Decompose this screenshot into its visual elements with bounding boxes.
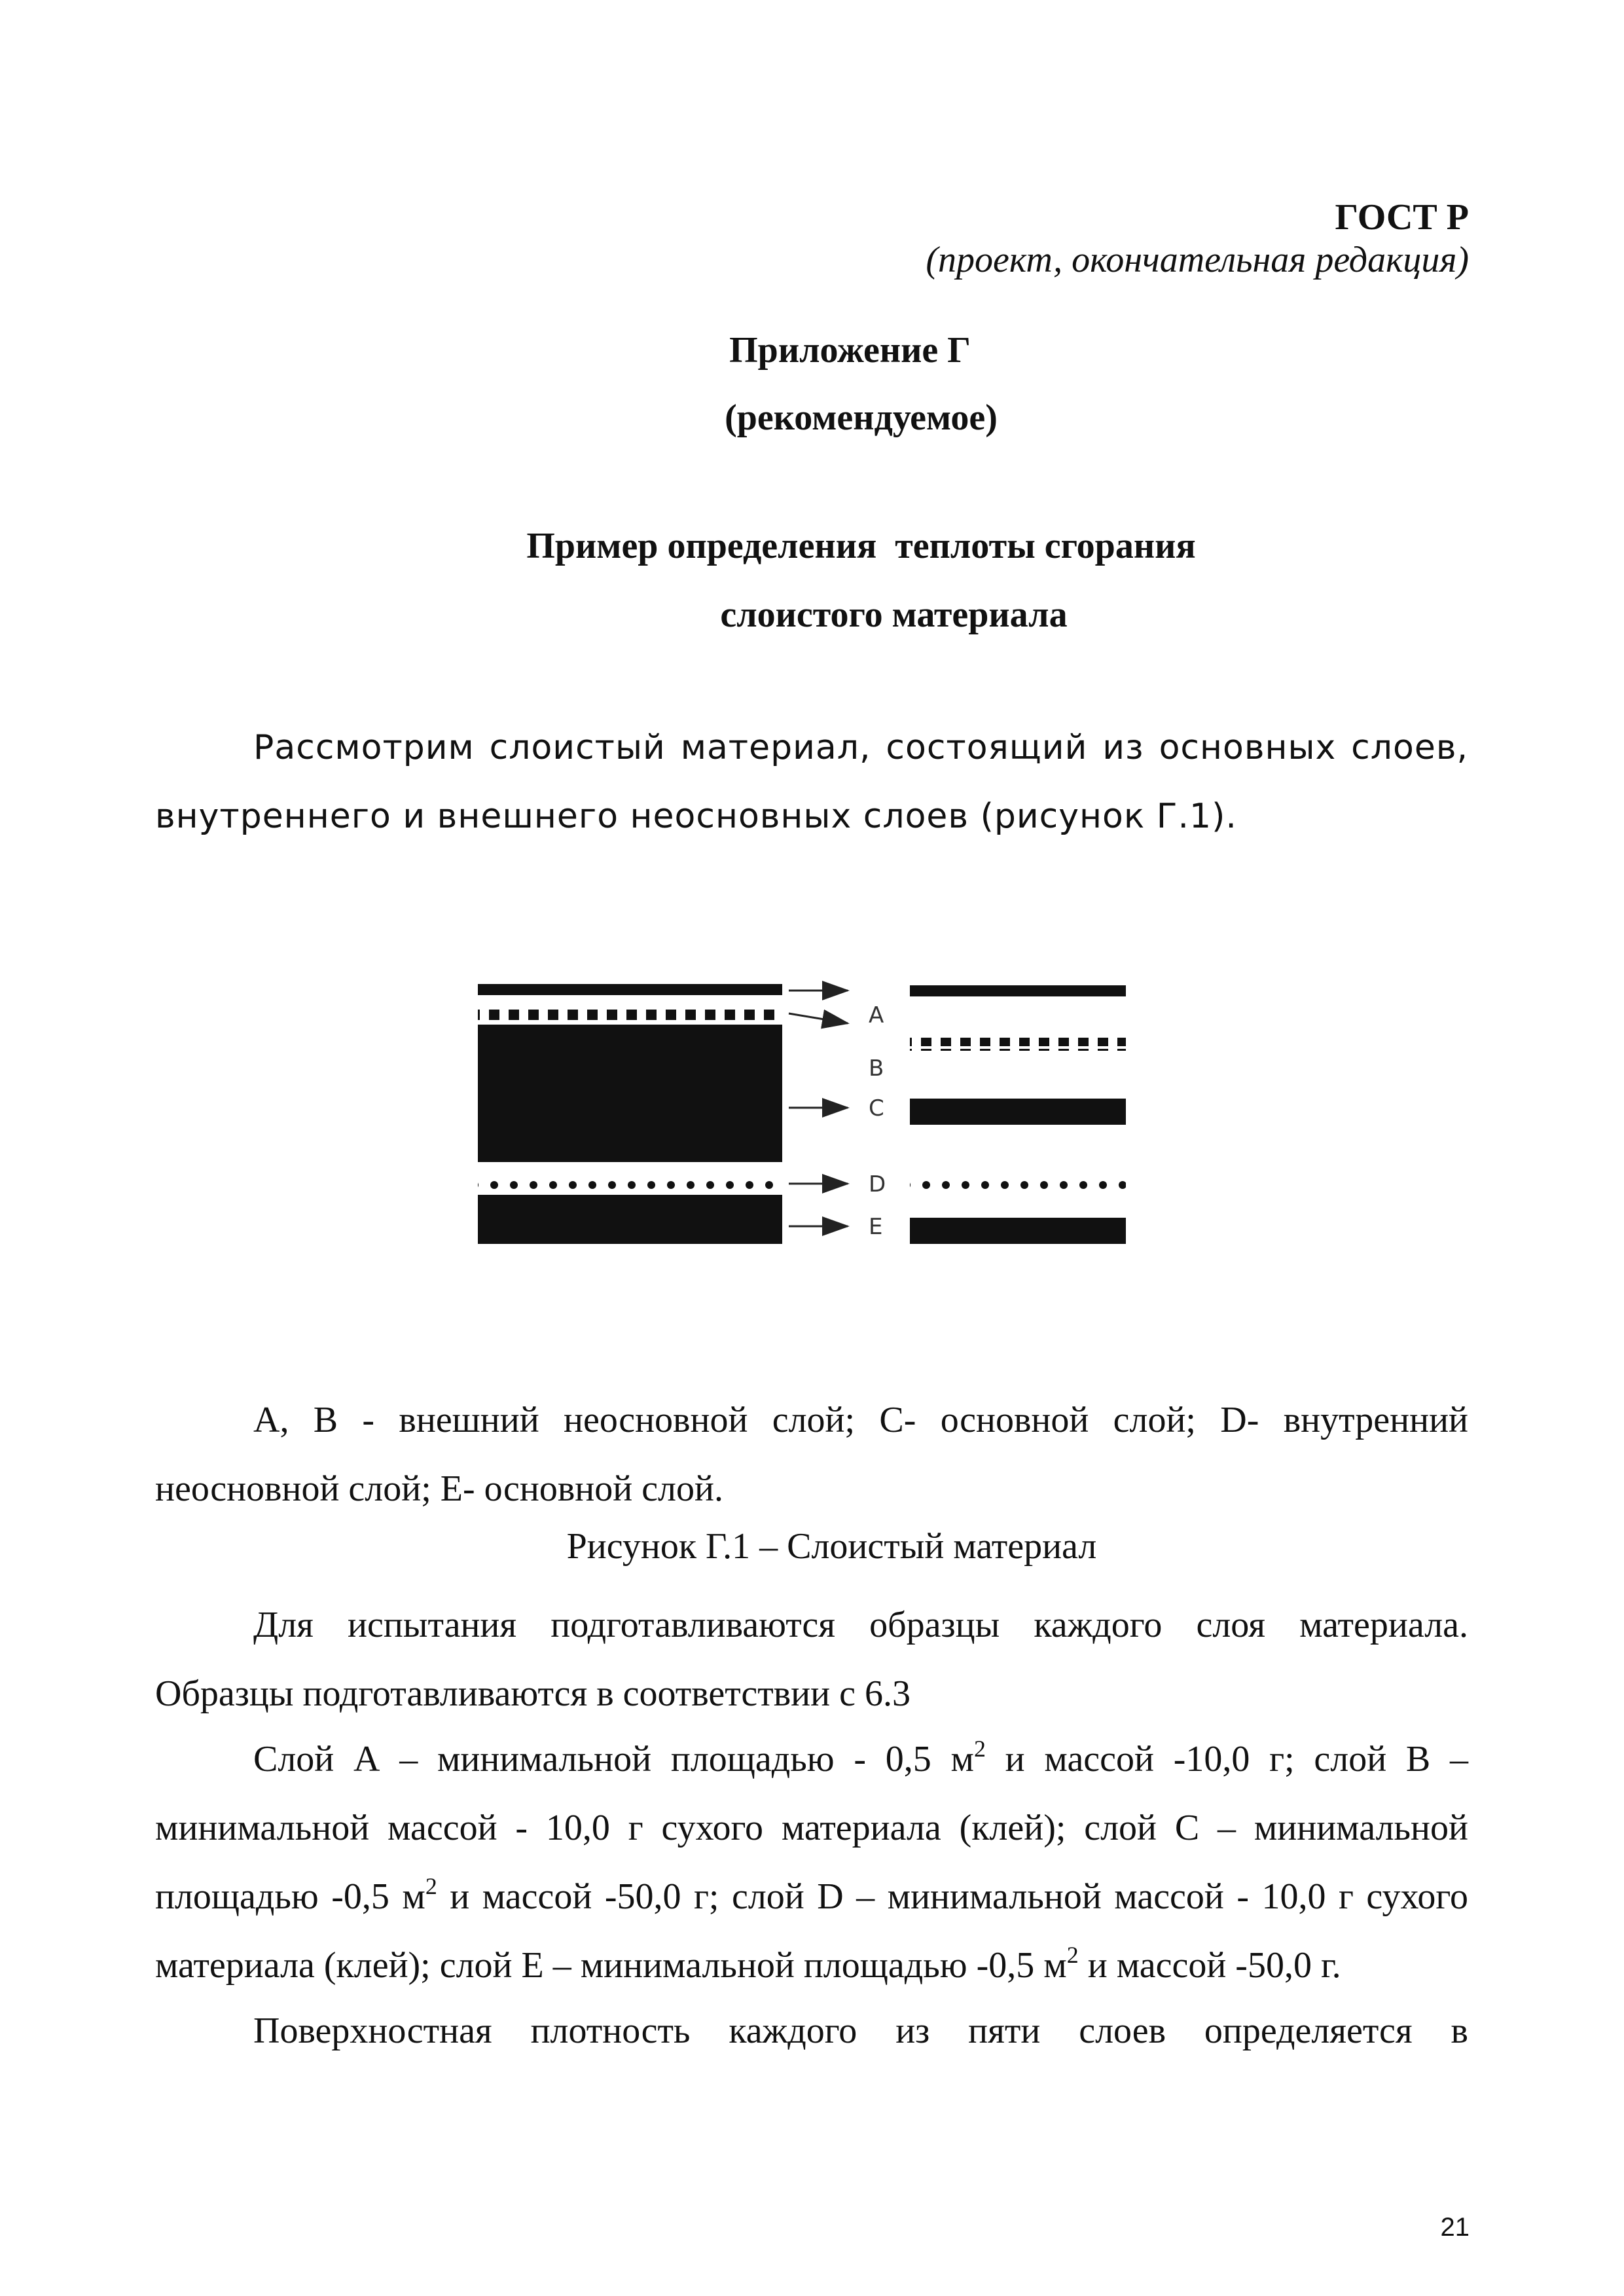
annex-type: (рекомендуемое) <box>725 397 998 438</box>
layer-label-c: C <box>869 1095 884 1121</box>
document-status: (проект, окончательная редакция) <box>926 240 1469 280</box>
arrow-b <box>789 1013 848 1023</box>
test-paragraph <box>155 1591 1468 1728</box>
legend-line-2: неосновной слой; Е- основной слой. <box>155 1468 723 1509</box>
left-layer-c <box>478 1025 782 1162</box>
layer-label-d: D <box>869 1171 886 1197</box>
left-layer-e <box>478 1195 782 1244</box>
figure-caption: Рисунок Г.1 – Слоистый материал <box>566 1526 1097 1567</box>
layered-material-diagram <box>468 969 1175 1257</box>
page-number: 21 <box>1440 2213 1470 2242</box>
intro-line-1: Рассмотрим слоистый материал, состоящий из основных слоев, <box>253 728 1468 767</box>
surface-paragraph <box>155 1997 1468 2066</box>
intro-paragraph <box>155 714 1468 851</box>
right-layer-c <box>910 1099 1126 1125</box>
left-layer-b <box>478 1007 782 1020</box>
standard-code: ГОСТ Р <box>1335 197 1469 238</box>
figure-legend <box>155 1386 1468 1523</box>
example-title-line-1: Пример определения теплоты сгорания <box>526 526 1196 566</box>
layers-line-2: минимальной массой - 10,0 г сухого материала (клей); слой С – минимальной <box>155 1808 1468 1848</box>
layers-line-3-b: и массой -50,0 г; слой D – минимальной массой - 10,0 г сухого <box>437 1876 1468 1917</box>
test-line-1: Для испытания подготавливаются образцы каждого слоя материала. <box>253 1605 1468 1645</box>
layered-material-figure <box>468 969 1175 1257</box>
layers-line-1-b: и массой -10,0 г; слой В – <box>985 1739 1469 1779</box>
superscript-2: 2 <box>425 1873 437 1899</box>
annex-title: Приложение Г <box>729 330 971 371</box>
superscript-2: 2 <box>1066 1942 1079 1968</box>
superscript-2: 2 <box>973 1736 986 1762</box>
layer-label-b: B <box>869 1055 884 1082</box>
layers-paragraph <box>155 1725 1468 2000</box>
surface-line-1: Поверхностная плотность каждого из пяти слоев определяется в <box>253 2011 1468 2051</box>
layers-line-1 <box>155 1725 1468 1794</box>
right-layer-e <box>910 1218 1126 1244</box>
layer-label-a: A <box>869 1002 884 1029</box>
legend-line-1: А, В - внешний неосновной слой; С- основной слой; D- внутренний <box>253 1400 1468 1440</box>
layers-line-4-b: и массой -50,0 г. <box>1078 1945 1341 1986</box>
layers-line-3 <box>155 1863 1468 1931</box>
layer-label-e: E <box>869 1214 883 1240</box>
right-layer-b <box>910 1038 1126 1051</box>
left-layer-d <box>478 1177 782 1190</box>
test-line-2: Образцы подготавливаются в соответствии с 6.3 <box>155 1673 911 1714</box>
intro-line-2: внутреннего и внешнего неосновных слоев (рисунок Г.1). <box>155 797 1237 836</box>
layers-line-4 <box>155 1931 1468 2000</box>
right-layer-a <box>910 985 1126 996</box>
layers-line-3-a: площадью -0,5 м <box>155 1876 425 1917</box>
layers-line-1-a: Слой А – минимальной площадью - 0,5 м <box>253 1739 974 1779</box>
layers-line-4-a: материала (клей); слой Е – минимальной площадью -0,5 м <box>155 1945 1067 1986</box>
right-layer-d <box>910 1176 1126 1189</box>
example-title-line-2: слоистого материала <box>720 594 1068 635</box>
left-layer-a <box>478 984 782 995</box>
